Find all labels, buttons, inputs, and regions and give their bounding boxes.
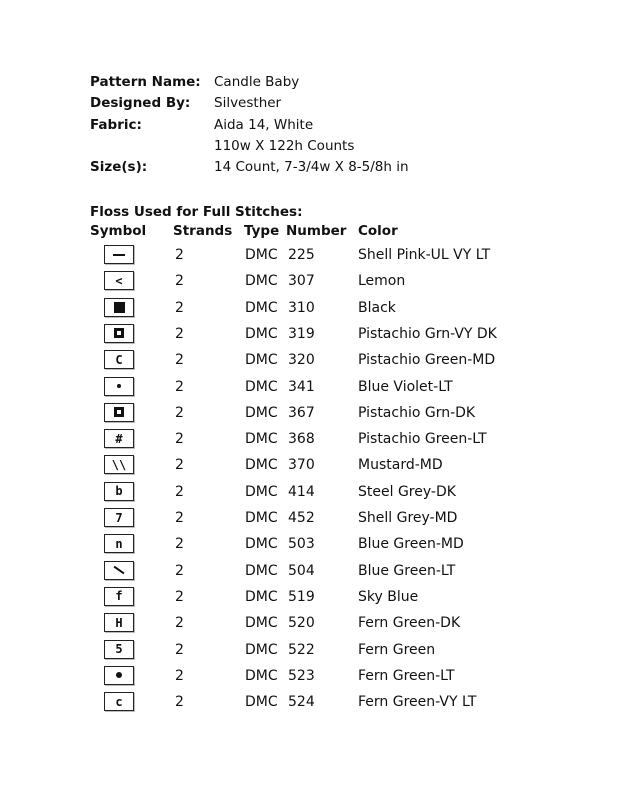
symbol-swatch <box>104 482 134 501</box>
floss-row <box>0 506 618 532</box>
floss-row <box>0 243 618 269</box>
column-header-strands: Strands <box>173 223 233 239</box>
type-cell: DMC <box>245 694 278 711</box>
designed-by-label: Designed By: <box>90 95 191 111</box>
symbol-swatch <box>104 613 134 632</box>
floss-row <box>0 532 618 558</box>
number-cell: 414 <box>288 483 315 500</box>
color-name-cell: Fern Green <box>358 641 436 658</box>
symbol-swatch <box>104 587 134 606</box>
symbol-swatch <box>104 429 134 448</box>
strands-cell: 2 <box>175 247 184 263</box>
type-cell: DMC <box>245 247 278 263</box>
strands-cell: 2 <box>175 352 184 369</box>
floss-row <box>0 585 618 611</box>
color-name-cell: Pistachio Green-LT <box>358 431 487 448</box>
number-cell: 452 <box>288 510 315 526</box>
column-header-color: Color <box>358 223 398 239</box>
color-name-cell: Blue Green-LT <box>358 562 456 579</box>
color-name-cell: Steel Grey-DK <box>358 483 456 500</box>
floss-row <box>0 638 618 664</box>
type-cell: DMC <box>245 325 278 342</box>
square-dot-symbol-icon <box>114 407 124 417</box>
double-slash-symbol-icon: \\ <box>111 457 127 472</box>
number-cell: 320 <box>288 352 315 369</box>
strands-cell: 2 <box>175 378 184 395</box>
color-name-cell: Shell Pink-UL VY LT <box>358 247 491 263</box>
color-name-cell: Mustard-MD <box>358 457 443 474</box>
color-name-cell: Lemon <box>358 273 406 290</box>
dot-symbol-icon <box>116 672 122 678</box>
symbol-swatch <box>104 377 134 396</box>
color-name-cell: Black <box>358 299 396 316</box>
column-header-symbol: Symbol <box>90 223 147 239</box>
symbol-swatch <box>104 666 134 685</box>
type-cell: DMC <box>245 352 278 369</box>
character-symbol-icon: 7 <box>115 510 123 525</box>
type-cell: DMC <box>245 457 278 474</box>
number-cell: 368 <box>288 431 315 448</box>
character-symbol-icon: 5 <box>115 642 123 656</box>
number-cell: 225 <box>288 247 315 263</box>
type-cell: DMC <box>245 536 278 553</box>
type-cell: DMC <box>245 273 278 290</box>
color-name-cell: Blue Green-MD <box>358 536 464 553</box>
strands-cell: 2 <box>175 457 184 474</box>
symbol-swatch <box>104 692 134 711</box>
pattern-name-value: Candle Baby <box>214 74 300 90</box>
character-symbol-icon: < <box>115 273 123 288</box>
symbol-swatch <box>104 403 134 422</box>
number-cell: 367 <box>288 404 315 421</box>
type-cell: DMC <box>245 299 278 316</box>
small-dot-symbol-icon <box>117 384 121 388</box>
number-cell: 341 <box>288 378 315 395</box>
strands-cell: 2 <box>175 483 184 500</box>
pattern-name-label: Pattern Name: <box>90 74 201 90</box>
character-symbol-icon: C <box>115 352 123 367</box>
designer-value: Silvesther <box>214 95 282 111</box>
type-cell: DMC <box>245 667 278 684</box>
strands-cell: 2 <box>175 536 184 553</box>
symbol-swatch <box>104 534 134 553</box>
type-cell: DMC <box>245 510 278 526</box>
size-label: Size(s): <box>90 159 148 175</box>
strands-cell: 2 <box>175 325 184 342</box>
strands-cell: 2 <box>175 562 184 579</box>
symbol-swatch <box>104 324 134 343</box>
type-cell: DMC <box>245 615 278 632</box>
floss-row <box>0 348 618 374</box>
strands-cell: 2 <box>175 273 184 290</box>
floss-row <box>0 480 618 506</box>
number-cell: 524 <box>288 694 315 711</box>
floss-row <box>0 690 618 716</box>
character-symbol-icon: c <box>115 694 123 709</box>
number-cell: 522 <box>288 641 315 658</box>
strands-cell: 2 <box>175 588 184 605</box>
type-cell: DMC <box>245 483 278 500</box>
symbol-swatch <box>104 271 134 290</box>
backslash-symbol-icon <box>114 566 125 575</box>
floss-row <box>0 322 618 348</box>
strands-cell: 2 <box>175 694 184 711</box>
strands-cell: 2 <box>175 641 184 658</box>
symbol-swatch <box>104 245 134 264</box>
floss-row <box>0 296 618 322</box>
strands-cell: 2 <box>175 431 184 448</box>
type-cell: DMC <box>245 404 278 421</box>
type-cell: DMC <box>245 588 278 605</box>
color-name-cell: Fern Green-VY LT <box>358 694 477 711</box>
type-cell: DMC <box>245 431 278 448</box>
character-symbol-icon: # <box>115 431 123 446</box>
size-value: 14 Count, 7-3/4w X 8-5/8h in <box>214 159 409 175</box>
symbol-swatch <box>104 455 134 474</box>
color-name-cell: Shell Grey-MD <box>358 510 458 526</box>
number-cell: 519 <box>288 588 315 605</box>
character-symbol-icon: b <box>115 484 123 499</box>
number-cell: 319 <box>288 325 315 342</box>
color-name-cell: Pistachio Grn-VY DK <box>358 325 497 342</box>
symbol-swatch <box>104 298 134 317</box>
type-cell: DMC <box>245 562 278 579</box>
floss-section-title: Floss Used for Full Stitches: <box>90 204 303 220</box>
color-name-cell: Sky Blue <box>358 588 419 605</box>
type-cell: DMC <box>245 378 278 395</box>
floss-row <box>0 269 618 295</box>
floss-row <box>0 427 618 453</box>
number-cell: 504 <box>288 562 315 579</box>
floss-row <box>0 611 618 637</box>
column-header-number: Number <box>286 223 347 239</box>
strands-cell: 2 <box>175 510 184 526</box>
symbol-swatch <box>104 561 134 580</box>
floss-row <box>0 401 618 427</box>
color-name-cell: Pistachio Green-MD <box>358 352 496 369</box>
number-cell: 520 <box>288 615 315 632</box>
number-cell: 523 <box>288 667 315 684</box>
floss-row <box>0 375 618 401</box>
symbol-swatch <box>104 350 134 369</box>
fabric-value: Aida 14, White <box>214 117 314 133</box>
number-cell: 307 <box>288 273 315 290</box>
character-symbol-icon: n <box>115 536 123 551</box>
strands-cell: 2 <box>175 299 184 316</box>
symbol-swatch <box>104 508 134 527</box>
dash-symbol-icon <box>113 254 125 256</box>
character-symbol-icon: f <box>115 589 123 604</box>
number-cell: 370 <box>288 457 315 474</box>
strands-cell: 2 <box>175 615 184 632</box>
strands-cell: 2 <box>175 404 184 421</box>
type-cell: DMC <box>245 641 278 658</box>
color-name-cell: Blue Violet-LT <box>358 378 453 395</box>
character-symbol-icon: H <box>115 615 123 630</box>
number-cell: 310 <box>288 299 315 316</box>
floss-row <box>0 559 618 585</box>
strands-cell: 2 <box>175 667 184 684</box>
number-cell: 503 <box>288 536 315 553</box>
counts-value: 110w X 122h Counts <box>214 138 355 154</box>
floss-row <box>0 664 618 690</box>
square-dot-symbol-icon <box>114 328 124 338</box>
symbol-swatch <box>104 640 134 659</box>
filled-square-symbol-icon <box>114 302 125 313</box>
column-header-type: Type <box>244 223 280 239</box>
color-name-cell: Fern Green-DK <box>358 615 461 632</box>
color-name-cell: Pistachio Grn-DK <box>358 404 476 421</box>
floss-row <box>0 453 618 479</box>
fabric-label: Fabric: <box>90 117 142 133</box>
color-name-cell: Fern Green-LT <box>358 667 455 684</box>
